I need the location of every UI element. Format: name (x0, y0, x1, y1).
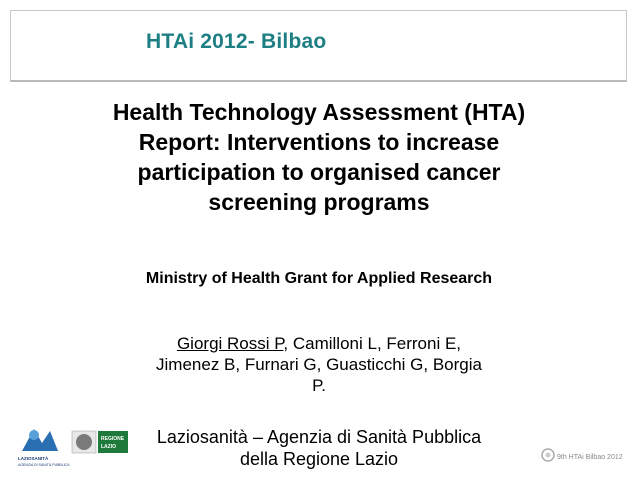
institution-line-2: della Regione Lazio (239, 449, 399, 469)
authors-line-2: Jimenez B, Furnari G, Guasticchi G, Borgia (156, 355, 482, 374)
authors-line-1 (0, 333, 638, 354)
title-line-2: Report: Interventions to increase (138, 129, 500, 155)
authors-block (0, 333, 638, 396)
laziosanita-emblem-icon (17, 427, 63, 455)
logo-agency-text-1: LAZIOSANITÀ (18, 456, 49, 461)
institution-line-1: Laziosanità – Agenzia di Sanità Pubblica (156, 427, 482, 447)
title-line-3: participation to organised cancer (137, 159, 501, 185)
title-line-4: screening programs (208, 189, 430, 215)
report-title (0, 97, 638, 217)
htai-bilbao-logo (540, 440, 630, 470)
first-author: Giorgi Rossi P (176, 334, 284, 353)
htai-swirl-icon (542, 449, 554, 461)
authors-line-1-rest: , Camilloni L, Ferroni E, (283, 334, 462, 353)
logo-region-text-1: REGIONE (101, 436, 125, 442)
regione-lazio-emblem-icon (72, 431, 128, 453)
laziosanita-logo (14, 421, 134, 469)
grant-line: Ministry of Health Grant for Applied Research (145, 270, 493, 287)
title-line-1: Health Technology Assessment (HTA) (112, 99, 526, 125)
htai-logo-text: 9th HTAi Bilbao 2012 (557, 454, 623, 461)
logo-region-text-2: LAZIO (101, 444, 116, 450)
authors-line-3: P. (312, 376, 326, 395)
logo-agency-text-2: AGENZIA DI SANITÀ PUBBLICA (18, 463, 70, 467)
conference-title: HTAi 2012- Bilbao (146, 30, 327, 53)
